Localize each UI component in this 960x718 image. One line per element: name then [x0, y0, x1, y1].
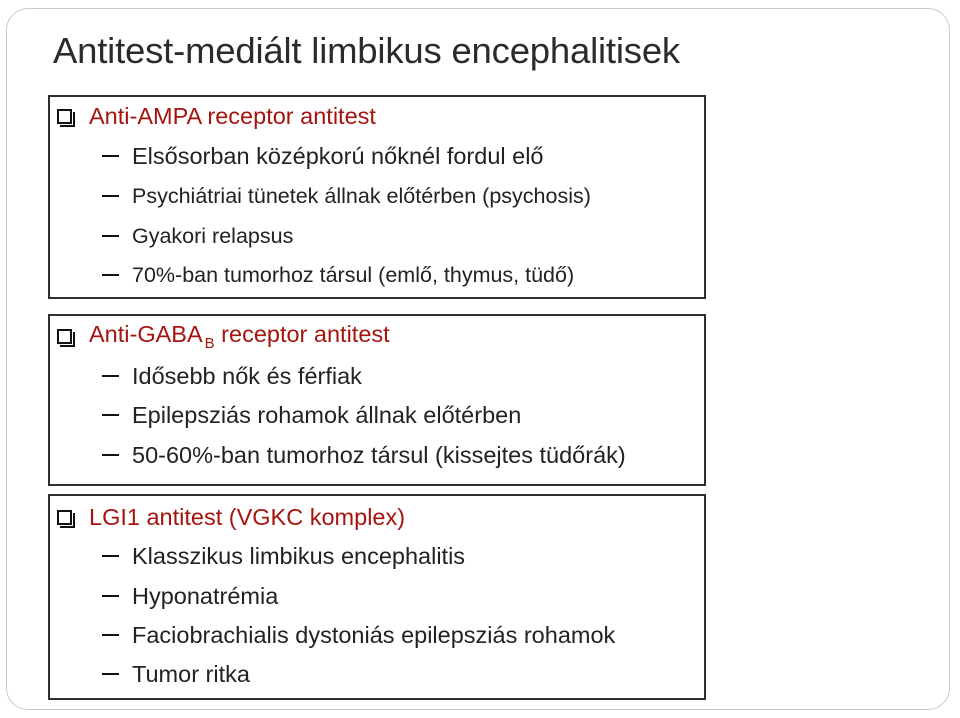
list-item — [102, 397, 521, 433]
list-item-text: Epilepsziás rohamok állnak előtérben — [132, 401, 522, 428]
list-item-text: 70%-ban tumorhoz társul (emlő, thymus, tüdő) — [132, 262, 575, 287]
checkbox-bullet-icon — [57, 510, 72, 525]
dash-bullet-icon — [102, 235, 119, 237]
checkbox-bullet-icon — [57, 329, 72, 344]
dash-bullet-icon — [102, 454, 119, 456]
checkbox-bullet-icon — [57, 109, 72, 124]
section-heading-text: Anti-AMPA receptor antitest — [89, 102, 376, 129]
dash-bullet-icon — [102, 155, 119, 157]
slide-title: Antitest-mediált limbikus encephalitisek — [53, 30, 680, 71]
list-item-text: Idősebb nők és férfiak — [132, 362, 362, 389]
dash-bullet-icon — [102, 195, 119, 197]
list-item — [102, 178, 591, 214]
heading-main: Anti-GABA — [89, 320, 203, 347]
list-item — [102, 218, 293, 254]
list-item-text: Klasszikus limbikus encephalitis — [132, 542, 466, 569]
list-item — [102, 617, 615, 653]
section-heading-text — [89, 321, 390, 352]
list-item-text: 50-60%-ban tumorhoz társul (kissejtes tüdőrák) — [132, 441, 626, 468]
section-heading-text: LGI1 antitest (VGKC komplex) — [89, 503, 406, 530]
list-item — [102, 538, 465, 574]
list-item-text: Tumor ritka — [132, 660, 250, 687]
list-item — [102, 257, 574, 293]
dash-bullet-icon — [102, 555, 119, 557]
list-item-text: Elsősorban középkorú nőknél fordul elő — [132, 142, 544, 169]
list-item-text: Psychiátriai tünetek állnak előtérben (psychosis) — [132, 183, 591, 208]
list-item-text: Hyponatrémia — [132, 582, 279, 609]
section-heading-gaba — [57, 318, 390, 354]
list-item — [102, 437, 626, 473]
dash-bullet-icon — [102, 673, 119, 675]
dash-bullet-icon — [102, 414, 119, 416]
dash-bullet-icon — [102, 375, 119, 377]
list-item — [102, 138, 544, 174]
list-item-text: Gyakori relapsus — [132, 223, 294, 248]
dash-bullet-icon — [102, 595, 119, 597]
section-heading-lgi1 — [57, 499, 405, 535]
list-item — [102, 656, 250, 692]
heading-rest: receptor antitest — [214, 320, 390, 347]
dash-bullet-icon — [102, 274, 119, 276]
list-item — [102, 578, 278, 614]
heading-subscript: B — [204, 334, 215, 352]
list-item-text: Faciobrachialis dystoniás epilepsziás rohamok — [132, 621, 616, 648]
list-item — [102, 358, 362, 394]
dash-bullet-icon — [102, 634, 119, 636]
section-heading-ampa — [57, 98, 376, 134]
